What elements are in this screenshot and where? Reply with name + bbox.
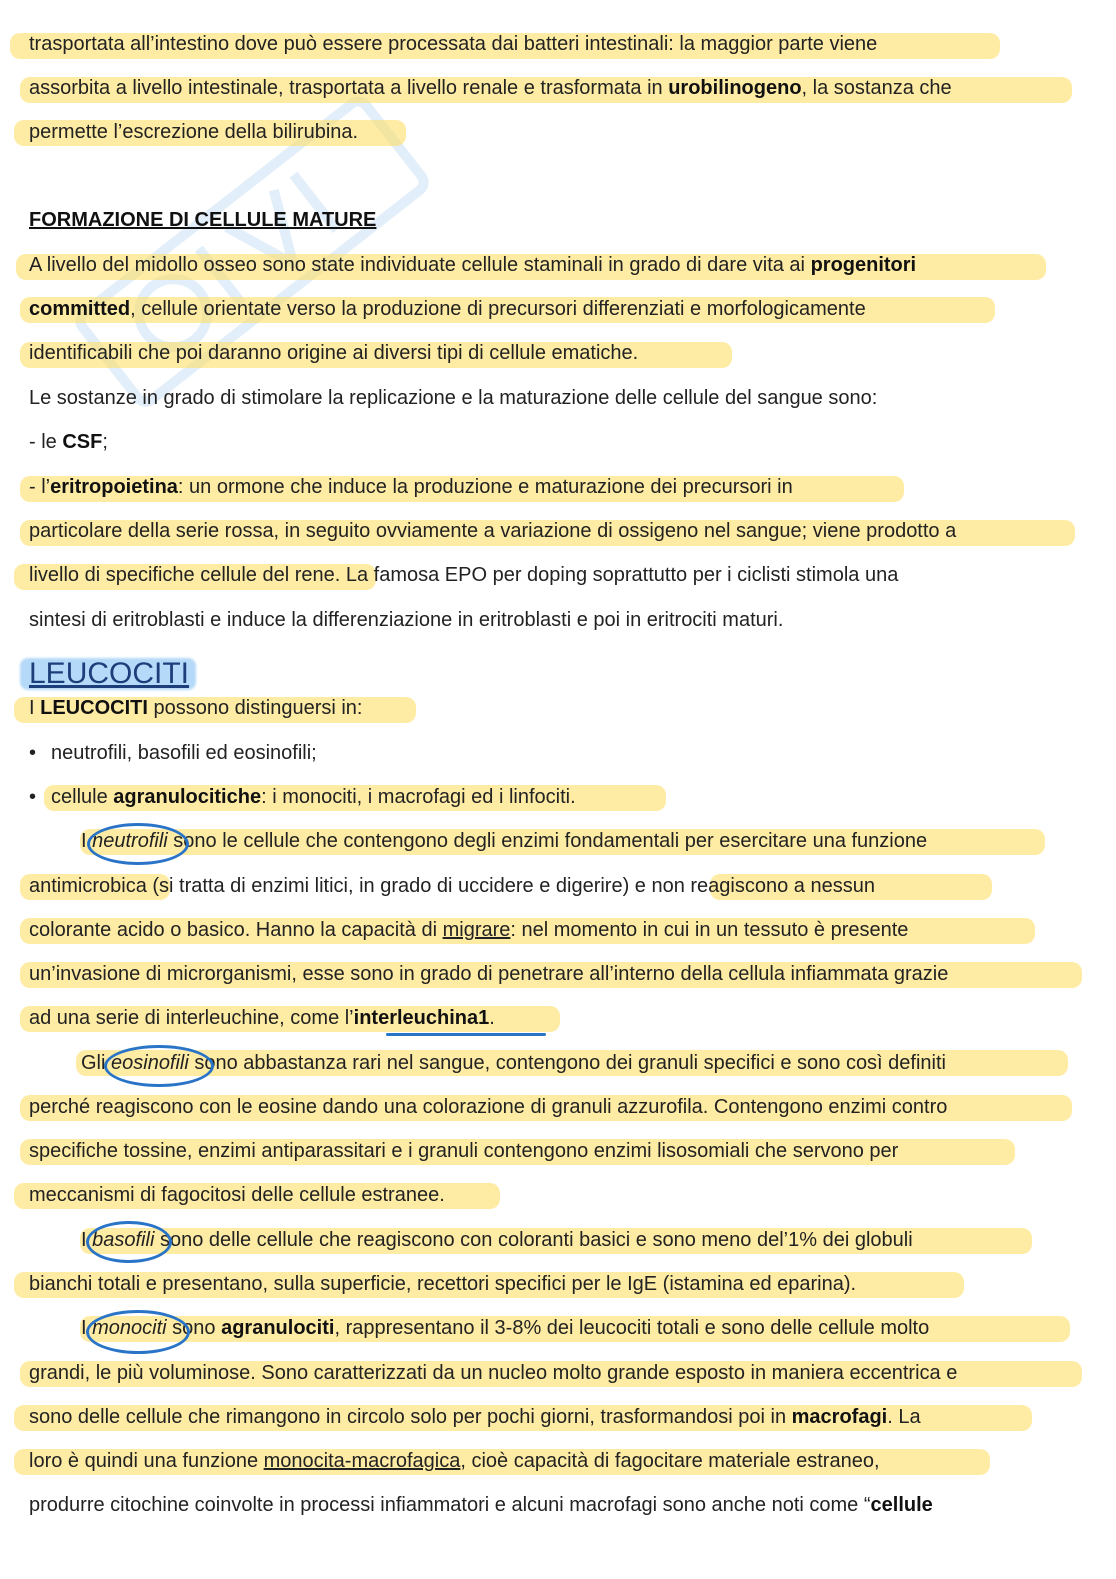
text: : un ormone che induce la produzione e maturazione dei precursori in — [177, 476, 793, 498]
text: . La — [887, 1406, 921, 1428]
paragraph-line — [29, 1094, 947, 1120]
text: specifiche tossine, enzimi antiparassitari e i granuli contengono enzimi lisosomiali che servono per — [29, 1140, 899, 1162]
text: permette l’escrezione della bilirubina. — [29, 121, 359, 143]
paragraph-line — [29, 296, 866, 322]
paragraph-line — [29, 75, 952, 101]
text: assorbita a livello intestinale, trasportata a livello renale e trasformata in — [29, 77, 669, 99]
text: grandi, le più voluminose. Sono caratterizzati da un nucleo molto grande esposto in maniera eccentrica e — [29, 1362, 958, 1384]
list-line — [29, 429, 108, 455]
text: , cellule orientate verso la produzione di precursori differenziati e morfologicamente — [130, 298, 866, 320]
text: sono delle cellule che rimangono in circolo solo per pochi giorni, trasformandosi poi in — [29, 1406, 792, 1428]
bold-term: LEUCOCITI — [40, 697, 148, 719]
section-title-leucociti: LEUCOCITI — [29, 657, 190, 690]
bold-term: cellule — [870, 1494, 933, 1516]
text: produrre citochine coinvolte in processi infiammatori e alcuni macrofagi sono anche noti come “ — [29, 1494, 871, 1516]
section-heading: FORMAZIONE DI CELLULE MATURE — [29, 209, 377, 231]
text: : i monociti, i macrofagi ed i linfociti. — [261, 786, 576, 808]
paragraph-line — [29, 31, 877, 57]
text: Le sostanze in grado di stimolare la replicazione e la maturazione delle cellule del sangue sono: — [29, 387, 878, 409]
paragraph-line — [29, 385, 877, 411]
underlined-term: monocita-macrofagica — [263, 1450, 461, 1472]
text: possono distinguersi in: — [147, 697, 363, 719]
paragraph-line — [29, 695, 362, 721]
paragraph-line — [29, 1404, 921, 1430]
bold-term: macrofagi — [791, 1406, 888, 1428]
bullet-item — [29, 784, 576, 810]
paragraph-line — [29, 340, 638, 366]
text: colorante acido o basico. Hanno la capacità di — [29, 919, 443, 941]
pen-underline-annotation — [386, 1033, 546, 1036]
paragraph-line — [29, 1138, 898, 1164]
bullet-icon: • — [29, 786, 37, 808]
text: un’invasione di microrganismi, esse sono in grado di penetrare all’interno della cellula infiammata grazie — [29, 963, 949, 985]
paragraph-line — [29, 1448, 880, 1474]
text: ; — [102, 431, 108, 453]
text: trasportata all’intestino dove può essere processata dai batteri intestinali: la maggior parte viene — [29, 33, 878, 55]
text: sono — [166, 1317, 222, 1339]
bold-term: CSF — [62, 431, 103, 453]
bold-term: eritropoietina — [50, 476, 178, 498]
text: bianchi totali e presentano, sulla superficie, recettori specifici per le IgE (istamina ed eparina). — [29, 1273, 857, 1295]
paragraph-line — [29, 1492, 933, 1518]
bullet-item — [29, 740, 317, 766]
text: , rappresentano il 3-8% dei leucociti totali e sono delle cellule molto — [334, 1317, 930, 1339]
paragraph-line — [29, 961, 948, 987]
bold-term: agranulocitiche — [113, 786, 262, 808]
paragraph-line — [29, 873, 875, 899]
text: - le — [29, 431, 63, 453]
bold-term: progenitori — [810, 254, 917, 276]
paragraph-line — [29, 518, 956, 544]
text: I — [81, 1229, 93, 1251]
paragraph-line — [29, 917, 908, 943]
paragraph-line — [29, 1005, 495, 1031]
list-line — [29, 474, 793, 500]
text: ad una serie di interleuchine, come l’ — [29, 1007, 354, 1029]
text: neutrofili, basofili ed eosinofili; — [51, 742, 317, 764]
text: antimicrobica (si tratta di enzimi litici, in grado di uccidere e digerire) e non reagiscono a nessun — [29, 875, 875, 897]
bold-term: interleuchina1 — [353, 1007, 490, 1029]
text: sintesi di eritroblasti e induce la differenziazione in eritroblasti e poi in eritrociti maturi. — [29, 609, 784, 631]
paragraph-line — [29, 1182, 445, 1208]
text: , cioè capacità di fagocitare materiale estraneo, — [460, 1450, 880, 1472]
paragraph-line — [29, 119, 358, 145]
pen-circle-annotation — [86, 1221, 172, 1263]
paragraph-line — [29, 562, 898, 588]
text: : nel momento in cui in un tessuto è presente — [510, 919, 909, 941]
text: . — [489, 1007, 495, 1029]
bold-term: committed — [29, 298, 131, 320]
paragraph-line — [29, 607, 783, 633]
italic-term: eosinofili — [111, 1052, 189, 1074]
bullet-icon: • — [29, 742, 37, 764]
pen-circle-annotation — [87, 823, 189, 865]
text: particolare della serie rossa, in seguito ovviamente a variazione di ossigeno nel sangue; viene prodotto a — [29, 520, 957, 542]
bold-term: agranulociti — [221, 1317, 335, 1339]
text: sono le cellule che contengono degli enzimi fondamentali per esercitare una funzione — [167, 830, 928, 852]
text: identificabili che poi daranno origine ai diversi tipi di cellule ematiche. — [29, 342, 639, 364]
text: A livello del midollo osseo sono state individuate cellule staminali in grado di dare vita ai — [29, 254, 811, 276]
text: livello di specifiche cellule del rene. La famosa EPO per doping soprattutto per i ciclisti stimola una — [29, 564, 899, 586]
text: sono abbastanza rari nel sangue, contengono dei granuli specifici e sono così definiti — [188, 1052, 946, 1074]
text: - l’ — [29, 476, 51, 498]
text: loro è quindi una funzione — [29, 1450, 264, 1472]
italic-term: neutrofili — [92, 830, 168, 852]
text: meccanismi di fagocitosi delle cellule estranee. — [29, 1184, 445, 1206]
text: Gli — [81, 1052, 111, 1074]
italic-term: monociti — [92, 1317, 167, 1339]
pen-circle-annotation — [86, 1310, 190, 1354]
text: , la sostanza che — [801, 77, 952, 99]
text: cellule — [51, 786, 114, 808]
text: I — [81, 830, 93, 852]
bold-term: urobilinogeno — [668, 77, 802, 99]
paragraph-line — [29, 1271, 856, 1297]
paragraph-line — [29, 252, 916, 278]
pen-circle-annotation — [104, 1045, 214, 1087]
text: sono delle cellule che reagiscono con coloranti basici e sono meno del’1% dei globuli — [154, 1229, 913, 1251]
text: I — [81, 1317, 93, 1339]
italic-term: basofili — [92, 1229, 155, 1251]
text: I — [29, 697, 41, 719]
paragraph-line — [29, 1360, 957, 1386]
text: perché reagiscono con le eosine dando una colorazione di granuli azzurofila. Contengono enzimi contro — [29, 1096, 948, 1118]
underlined-term: migrare — [442, 919, 511, 941]
